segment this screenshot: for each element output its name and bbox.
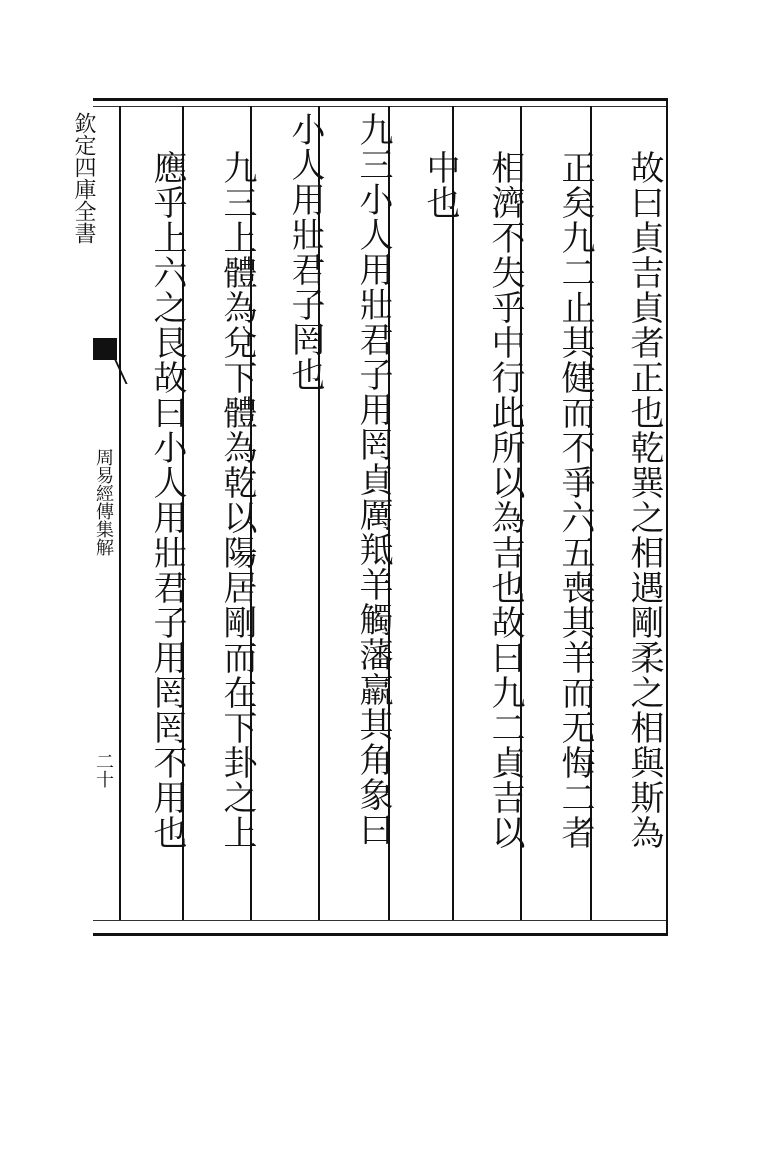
- text-column-4: 中也: [420, 150, 460, 220]
- text-column-7: 九三上體為兌下體為乾以陽居剛而在下卦之上: [217, 150, 257, 850]
- frame-top-rule: [93, 106, 666, 107]
- text-column-5: 九三小人用壯君子用罔貞厲羝羊觸藩羸其角象曰: [353, 112, 393, 847]
- text-column-3: 相濟不失乎中行此所以為吉也故曰九二貞吉以: [485, 150, 525, 850]
- margin-header: 欽定四庫全書: [71, 112, 96, 244]
- margin-title: 周易經傳集解: [93, 448, 114, 556]
- text-column-8: 應乎上六之艮故曰小人用壯君子用罔罔不用也: [147, 150, 187, 850]
- margin-page-number: 二十: [93, 752, 114, 788]
- text-column-1: 故曰貞吉貞者正也乾巽之相遇剛柔之相與斯為: [624, 150, 664, 850]
- text-column-6: 小人用壯君子罔也: [285, 112, 325, 392]
- text-column-2: 正矣九二止其健而不爭六五喪其羊而无悔二者: [555, 150, 595, 850]
- fish-tail-mark: [93, 338, 117, 360]
